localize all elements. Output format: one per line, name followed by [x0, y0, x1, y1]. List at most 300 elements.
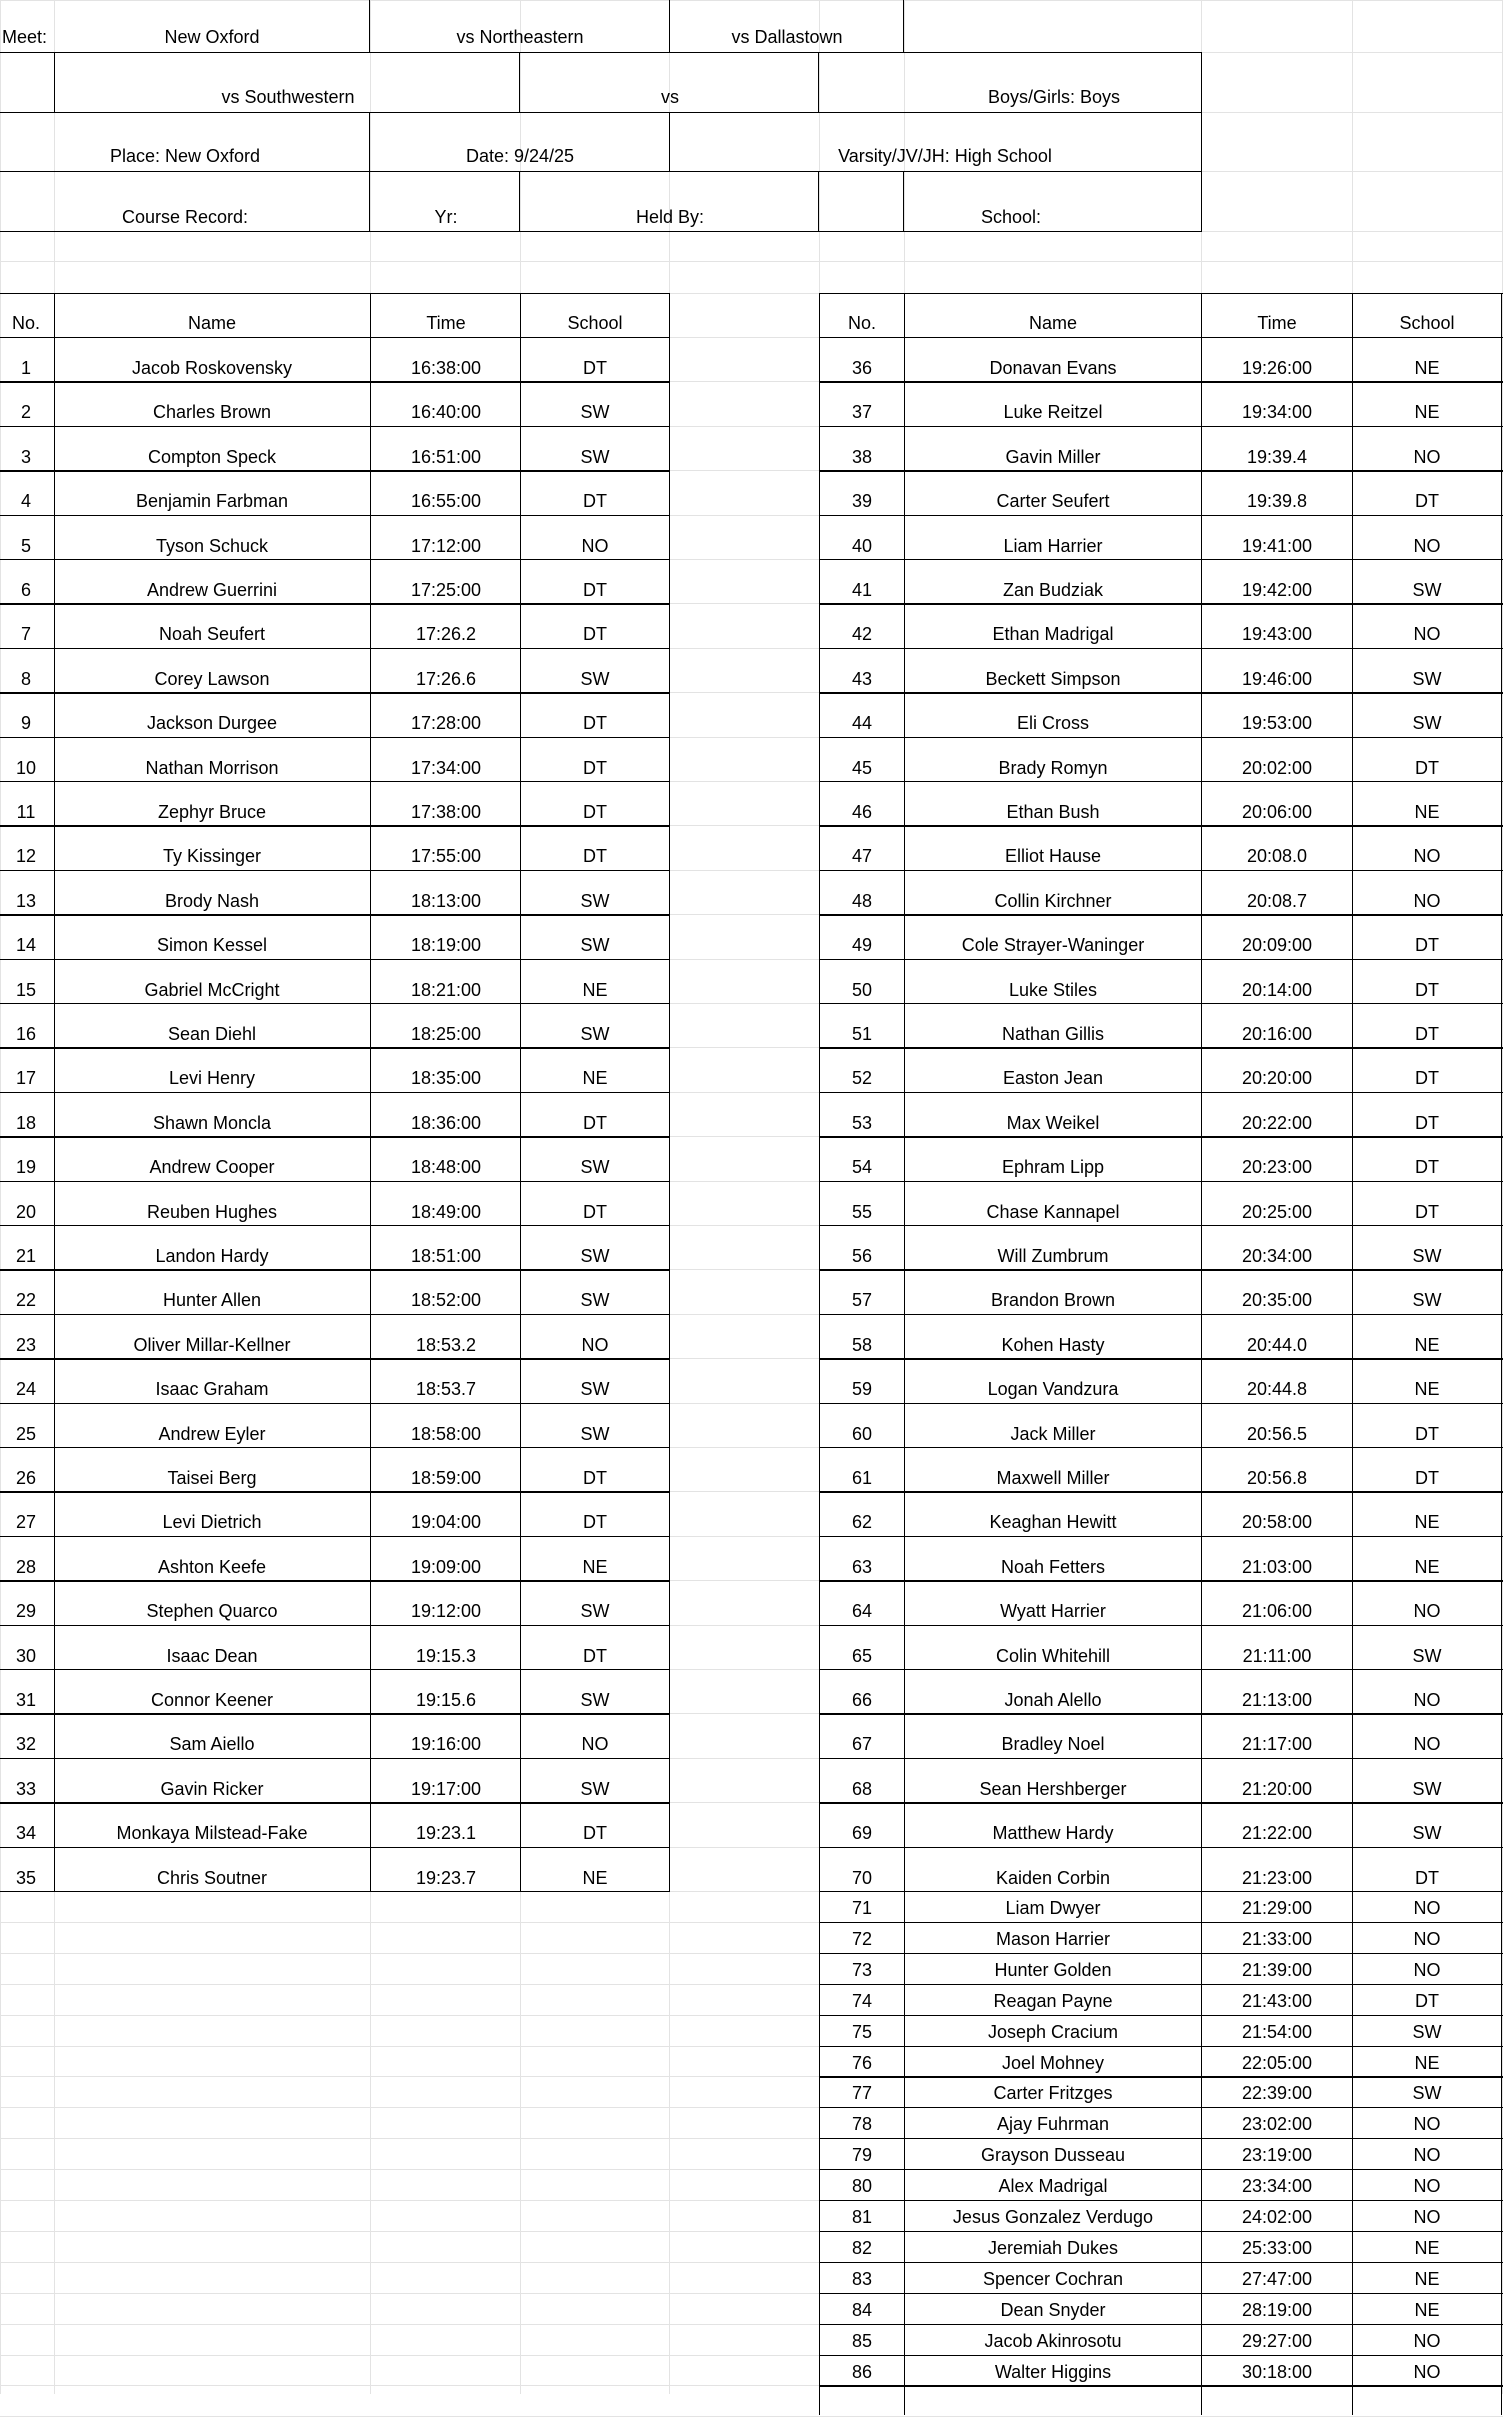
result-name: Landon Hardy — [155, 1246, 269, 1266]
result-time: 20:06:00 — [1241, 802, 1313, 822]
result-place: 35 — [15, 1867, 37, 1888]
result-place: 39 — [851, 491, 873, 512]
result-school: NO — [1413, 2114, 1441, 2135]
result-school: DT — [583, 358, 607, 378]
result-time: 19:42:00 — [1241, 580, 1313, 600]
result-school: NE — [1414, 1556, 1440, 1577]
result-school: NO — [1413, 2176, 1441, 2197]
result-place: 26 — [15, 1468, 37, 1488]
result-time: 19:16:00 — [410, 1734, 482, 1755]
result-place: 43 — [851, 668, 873, 689]
result-place: 81 — [851, 2207, 873, 2227]
result-school: SW — [580, 1379, 610, 1400]
result-time: 22:39:00 — [1241, 2083, 1313, 2104]
result-name: Maxwell Miller — [996, 1468, 1110, 1488]
result-school: NE — [1414, 1512, 1440, 1533]
result-school: NO — [1413, 2207, 1441, 2227]
result-place: 53 — [851, 1112, 873, 1133]
result-place: 8 — [20, 668, 32, 689]
result-school: NE — [1414, 358, 1440, 378]
result-place: 77 — [851, 2083, 873, 2104]
result-name: Carter Seufert — [996, 491, 1110, 512]
result-name: Oliver Millar-Kellner — [133, 1334, 291, 1355]
result-time: 24:02:00 — [1241, 2207, 1313, 2227]
result-time: 20:08.0 — [1246, 846, 1308, 867]
result-school: SW — [1412, 2083, 1442, 2104]
result-time: 21:03:00 — [1241, 1556, 1313, 1577]
result-name: Eli Cross — [1016, 713, 1090, 734]
result-time: 19:34:00 — [1241, 402, 1313, 423]
result-school: DT — [583, 802, 607, 822]
result-name: Grayson Dusseau — [980, 2145, 1126, 2166]
result-name: Ethan Madrigal — [992, 624, 1114, 645]
result-school: SW — [580, 1778, 610, 1799]
result-time: 20:34:00 — [1241, 1246, 1313, 1266]
result-school: DT — [1415, 1990, 1439, 2011]
result-place: 74 — [851, 1990, 873, 2011]
result-school: SW — [580, 402, 610, 423]
result-place: 54 — [851, 1157, 873, 1178]
result-school: DT — [1415, 1068, 1439, 1089]
result-school: SW — [1412, 2021, 1442, 2042]
result-time: 19:43:00 — [1241, 624, 1313, 645]
year-field: Yr: — [434, 207, 458, 227]
header-no: No. — [11, 313, 41, 333]
result-time: 19:23.1 — [415, 1823, 477, 1844]
header-name: Name — [187, 313, 237, 333]
place-field: Place: New Oxford — [109, 146, 261, 166]
result-school: SW — [580, 1024, 610, 1044]
result-name: Ashton Keefe — [157, 1556, 267, 1577]
result-name: Connor Keener — [150, 1690, 274, 1710]
result-place: 64 — [851, 1601, 873, 1622]
result-name: Elliot Hause — [1004, 846, 1102, 867]
result-time: 20:16:00 — [1241, 1024, 1313, 1044]
result-school: DT — [583, 757, 607, 778]
result-time: 19:23.7 — [415, 1867, 477, 1888]
result-name: Donavan Evans — [989, 358, 1117, 378]
result-name: Chris Soutner — [156, 1867, 268, 1888]
result-place: 63 — [851, 1556, 873, 1577]
result-time: 17:26.6 — [415, 668, 477, 689]
result-name: Jacob Roskovensky — [131, 358, 293, 378]
result-school: DT — [583, 1823, 607, 1844]
result-school: NE — [1414, 2237, 1440, 2258]
result-time: 19:39.8 — [1246, 491, 1308, 512]
result-school: DT — [583, 1512, 607, 1533]
header-school: School — [567, 313, 623, 333]
result-place: 82 — [851, 2237, 873, 2258]
result-name: Ajay Fuhrman — [996, 2114, 1110, 2135]
result-place: 23 — [15, 1334, 37, 1355]
result-school: DT — [583, 1112, 607, 1133]
result-time: 20:35:00 — [1241, 1290, 1313, 1311]
result-place: 58 — [851, 1334, 873, 1355]
result-time: 19:26:00 — [1241, 358, 1313, 378]
result-time: 18:59:00 — [410, 1468, 482, 1488]
result-name: Andrew Cooper — [149, 1157, 275, 1178]
result-time: 19:15.6 — [415, 1690, 477, 1710]
result-place: 30 — [15, 1645, 37, 1666]
result-place: 65 — [851, 1645, 873, 1666]
date-field: Date: 9/24/25 — [465, 146, 575, 166]
result-name: Noah Seufert — [158, 624, 266, 645]
result-name: Colin Whitehill — [995, 1645, 1111, 1666]
result-place: 34 — [15, 1823, 37, 1844]
result-name: Ty Kissinger — [162, 846, 262, 867]
result-name: Brody Nash — [164, 890, 260, 911]
result-place: 5 — [20, 535, 32, 556]
result-school: NE — [1414, 1379, 1440, 1400]
result-place: 15 — [15, 979, 37, 1000]
result-school: NE — [1414, 402, 1440, 423]
result-place: 19 — [15, 1157, 37, 1178]
result-place: 48 — [851, 890, 873, 911]
result-time: 21:06:00 — [1241, 1601, 1313, 1622]
result-school: DT — [583, 624, 607, 645]
result-place: 40 — [851, 535, 873, 556]
result-school: DT — [1415, 1867, 1439, 1888]
result-time: 21:22:00 — [1241, 1823, 1313, 1844]
result-school: NO — [1413, 1959, 1441, 1980]
result-place: 37 — [851, 402, 873, 423]
result-time: 17:28:00 — [410, 713, 482, 734]
result-time: 20:02:00 — [1241, 757, 1313, 778]
result-place: 57 — [851, 1290, 873, 1311]
result-school: SW — [580, 1157, 610, 1178]
result-place: 61 — [851, 1468, 873, 1488]
result-place: 12 — [15, 846, 37, 867]
result-name: Jonah Alello — [1004, 1690, 1102, 1710]
result-name: Gabriel McCright — [144, 979, 280, 1000]
result-school: NE — [1414, 2299, 1440, 2320]
result-time: 23:34:00 — [1241, 2176, 1313, 2197]
result-place: 45 — [851, 757, 873, 778]
result-place: 13 — [15, 890, 37, 911]
result-time: 19:39.4 — [1246, 446, 1308, 467]
result-place: 29 — [15, 1601, 37, 1622]
result-name: Chase Kannapel — [986, 1201, 1120, 1222]
result-time: 18:19:00 — [410, 935, 482, 956]
result-school: SW — [1412, 580, 1442, 600]
result-time: 20:25:00 — [1241, 1201, 1313, 1222]
result-place: 28 — [15, 1556, 37, 1577]
result-time: 20:56.5 — [1246, 1423, 1308, 1444]
result-school: DT — [1415, 491, 1439, 512]
result-name: Andrew Eyler — [158, 1423, 266, 1444]
result-name: Zan Budziak — [1002, 580, 1104, 600]
result-time: 17:38:00 — [410, 802, 482, 822]
result-time: 21:20:00 — [1241, 1778, 1313, 1799]
result-place: 31 — [15, 1690, 37, 1710]
result-place: 18 — [15, 1112, 37, 1133]
result-name: Keaghan Hewitt — [989, 1512, 1117, 1533]
header-school: School — [1399, 313, 1455, 333]
header-time: Time — [426, 313, 466, 333]
result-school: DT — [1415, 935, 1439, 956]
result-place: 52 — [851, 1068, 873, 1089]
result-place: 50 — [851, 979, 873, 1000]
result-time: 20:14:00 — [1241, 979, 1313, 1000]
result-time: 23:19:00 — [1241, 2145, 1313, 2166]
result-time: 25:33:00 — [1241, 2237, 1313, 2258]
result-name: Liam Dwyer — [1005, 1898, 1101, 1918]
result-place: 3 — [20, 446, 32, 467]
host-school: New Oxford — [164, 27, 260, 47]
result-name: Nathan Gillis — [1001, 1024, 1105, 1044]
result-place: 21 — [15, 1246, 37, 1266]
result-school: NO — [1413, 846, 1441, 867]
result-name: Compton Speck — [147, 446, 277, 467]
header-no: No. — [847, 313, 877, 333]
result-place: 83 — [851, 2268, 873, 2289]
result-time: 18:13:00 — [410, 890, 482, 911]
result-school: DT — [583, 491, 607, 512]
result-time: 19:15.3 — [415, 1645, 477, 1666]
result-place: 51 — [851, 1024, 873, 1044]
result-name: Liam Harrier — [1003, 535, 1103, 556]
result-school: NO — [581, 1334, 609, 1355]
result-place: 6 — [20, 580, 32, 600]
result-time: 17:12:00 — [410, 535, 482, 556]
result-place: 10 — [15, 757, 37, 778]
result-time: 16:38:00 — [410, 358, 482, 378]
result-school: NO — [581, 535, 609, 556]
result-name: Will Zumbrum — [997, 1246, 1109, 1266]
result-school: NE — [582, 1867, 608, 1888]
result-name: Shawn Moncla — [152, 1112, 272, 1133]
record-school-field: School: — [980, 207, 1042, 227]
result-time: 18:49:00 — [410, 1201, 482, 1222]
result-name: Joseph Cracium — [987, 2021, 1119, 2042]
result-school: SW — [1412, 668, 1442, 689]
result-school: NE — [1414, 2052, 1440, 2073]
result-time: 20:20:00 — [1241, 1068, 1313, 1089]
result-school: SW — [580, 446, 610, 467]
result-time: 18:36:00 — [410, 1112, 482, 1133]
result-time: 20:22:00 — [1241, 1112, 1313, 1133]
result-time: 23:02:00 — [1241, 2114, 1313, 2135]
opponent-northeastern: vs Northeastern — [456, 27, 584, 47]
result-school: NE — [1414, 802, 1440, 822]
result-name: Corey Lawson — [154, 668, 270, 689]
result-place: 24 — [15, 1379, 37, 1400]
result-name: Bradley Noel — [1001, 1734, 1105, 1755]
result-name: Tyson Schuck — [155, 535, 269, 556]
result-name: Isaac Graham — [155, 1379, 269, 1400]
result-place: 32 — [15, 1734, 37, 1755]
result-time: 21:54:00 — [1241, 2021, 1313, 2042]
result-school: SW — [580, 1246, 610, 1266]
result-name: Reagan Payne — [993, 1990, 1113, 2011]
result-place: 4 — [20, 491, 32, 512]
result-time: 18:51:00 — [410, 1246, 482, 1266]
result-time: 18:21:00 — [410, 979, 482, 1000]
header-time: Time — [1257, 313, 1297, 333]
result-school: NO — [1413, 624, 1441, 645]
result-name: Walter Higgins — [994, 2361, 1112, 2382]
result-name: Kohen Hasty — [1001, 1334, 1105, 1355]
result-time: 28:19:00 — [1241, 2299, 1313, 2320]
result-name: Collin Kirchner — [994, 890, 1112, 911]
result-place: 42 — [851, 624, 873, 645]
held-by-field: Held By: — [635, 207, 705, 227]
result-school: SW — [580, 1290, 610, 1311]
result-time: 18:35:00 — [410, 1068, 482, 1089]
result-name: Alex Madrigal — [998, 2176, 1108, 2197]
result-place: 73 — [851, 1959, 873, 1980]
result-name: Luke Reitzel — [1003, 402, 1103, 423]
result-time: 19:53:00 — [1241, 713, 1313, 734]
result-school: SW — [1412, 1246, 1442, 1266]
result-place: 9 — [20, 713, 32, 734]
result-place: 60 — [851, 1423, 873, 1444]
result-time: 20:44.0 — [1246, 1334, 1308, 1355]
result-place: 80 — [851, 2176, 873, 2197]
result-school: SW — [580, 1601, 610, 1622]
result-place: 67 — [851, 1734, 873, 1755]
result-time: 20:58:00 — [1241, 1512, 1313, 1533]
result-name: Brady Romyn — [998, 757, 1108, 778]
result-school: NO — [1413, 446, 1441, 467]
result-place: 17 — [15, 1068, 37, 1089]
result-time: 20:08.7 — [1246, 890, 1308, 911]
result-place: 33 — [15, 1778, 37, 1799]
result-place: 41 — [851, 580, 873, 600]
result-place: 11 — [16, 802, 36, 822]
result-time: 17:25:00 — [410, 580, 482, 600]
result-school: DT — [583, 713, 607, 734]
result-school: SW — [580, 935, 610, 956]
result-place: 71 — [851, 1898, 873, 1918]
result-time: 18:48:00 — [410, 1157, 482, 1178]
result-name: Joel Mohney — [1001, 2052, 1105, 2073]
result-school: DT — [583, 580, 607, 600]
result-time: 21:11:00 — [1242, 1645, 1312, 1666]
result-time: 22:05:00 — [1241, 2052, 1313, 2073]
result-name: Easton Jean — [1002, 1068, 1104, 1089]
result-school: NO — [1413, 2145, 1441, 2166]
result-school: DT — [1415, 1157, 1439, 1178]
result-name: Sean Diehl — [167, 1024, 257, 1044]
level-field: Varsity/JV/JH: High School — [838, 146, 1052, 166]
result-place: 55 — [851, 1201, 873, 1222]
result-name: Cole Strayer-Waninger — [961, 935, 1145, 956]
result-name: Sean Hershberger — [979, 1778, 1127, 1799]
result-place: 79 — [851, 2145, 873, 2166]
result-name: Ethan Bush — [1006, 802, 1100, 822]
result-time: 16:55:00 — [410, 491, 482, 512]
result-time: 19:04:00 — [410, 1512, 482, 1533]
result-name: Gavin Ricker — [160, 1778, 264, 1799]
result-time: 30:18:00 — [1241, 2361, 1313, 2382]
result-name: Dean Snyder — [1000, 2299, 1106, 2320]
result-school: SW — [580, 1423, 610, 1444]
result-time: 18:52:00 — [410, 1290, 482, 1311]
result-name: Noah Fetters — [1000, 1556, 1106, 1577]
result-name: Wyatt Harrier — [1000, 1601, 1106, 1622]
result-time: 19:41:00 — [1241, 535, 1313, 556]
result-name: Kaiden Corbin — [995, 1867, 1111, 1888]
result-name: Spencer Cochran — [982, 2268, 1124, 2289]
result-name: Simon Kessel — [156, 935, 268, 956]
opponent-dallastown: vs Dallastown — [731, 27, 843, 47]
result-time: 20:56.8 — [1246, 1468, 1308, 1488]
result-school: DT — [1415, 1201, 1439, 1222]
result-name: Taisei Berg — [167, 1468, 257, 1488]
result-name: Hunter Golden — [994, 1959, 1112, 1980]
result-place: 44 — [851, 713, 873, 734]
result-time: 18:58:00 — [410, 1423, 482, 1444]
result-school: NO — [1413, 535, 1441, 556]
result-school: NE — [582, 1556, 608, 1577]
result-time: 18:25:00 — [410, 1024, 482, 1044]
result-name: Brandon Brown — [990, 1290, 1116, 1311]
result-school: SW — [580, 668, 610, 689]
result-name: Charles Brown — [152, 402, 272, 423]
result-school: NO — [1413, 1690, 1441, 1710]
result-time: 18:53.2 — [415, 1334, 477, 1355]
result-school: NE — [1414, 1334, 1440, 1355]
result-name: Beckett Simpson — [985, 668, 1121, 689]
result-school: DT — [1415, 1423, 1439, 1444]
result-name: Isaac Dean — [166, 1645, 258, 1666]
result-school: DT — [1415, 757, 1439, 778]
result-place: 62 — [851, 1512, 873, 1533]
result-school: NO — [1413, 1734, 1441, 1755]
result-school: NE — [1414, 2268, 1440, 2289]
result-school: SW — [1412, 1823, 1442, 1844]
result-time: 21:33:00 — [1241, 1928, 1313, 1949]
result-name: Stephen Quarco — [146, 1601, 278, 1622]
result-school: NO — [1413, 2361, 1441, 2382]
result-time: 20:44.8 — [1246, 1379, 1308, 1400]
result-name: Max Weikel — [1006, 1112, 1100, 1133]
result-place: 76 — [851, 2052, 873, 2073]
result-time: 27:47:00 — [1241, 2268, 1313, 2289]
result-school: NE — [582, 979, 608, 1000]
result-school: SW — [580, 1690, 610, 1710]
result-time: 16:40:00 — [410, 402, 482, 423]
result-school: DT — [583, 1201, 607, 1222]
result-time: 19:17:00 — [410, 1778, 482, 1799]
result-place: 14 — [15, 935, 37, 956]
result-time: 19:09:00 — [410, 1556, 482, 1577]
result-school: SW — [580, 890, 610, 911]
result-time: 29:27:00 — [1241, 2330, 1313, 2351]
result-name: Reuben Hughes — [146, 1201, 278, 1222]
result-name: Gavin Miller — [1005, 446, 1101, 467]
result-place: 56 — [851, 1246, 873, 1266]
result-place: 22 — [15, 1290, 37, 1311]
result-school: SW — [1412, 1645, 1442, 1666]
result-name: Levi Henry — [168, 1068, 256, 1089]
result-time: 21:39:00 — [1241, 1959, 1313, 1980]
result-name: Monkaya Milstead-Fake — [116, 1823, 308, 1844]
result-school: DT — [583, 1645, 607, 1666]
header-name: Name — [1028, 313, 1078, 333]
result-name: Jesus Gonzalez Verdugo — [952, 2207, 1154, 2227]
result-name: Hunter Allen — [162, 1290, 262, 1311]
result-time: 18:53.7 — [415, 1379, 477, 1400]
result-time: 17:26.2 — [415, 624, 477, 645]
result-place: 36 — [851, 358, 873, 378]
result-time: 17:55:00 — [410, 846, 482, 867]
result-name: Zephyr Bruce — [157, 802, 267, 822]
result-time: 17:34:00 — [410, 757, 482, 778]
result-time: 19:12:00 — [410, 1601, 482, 1622]
result-time: 16:51:00 — [410, 446, 482, 467]
